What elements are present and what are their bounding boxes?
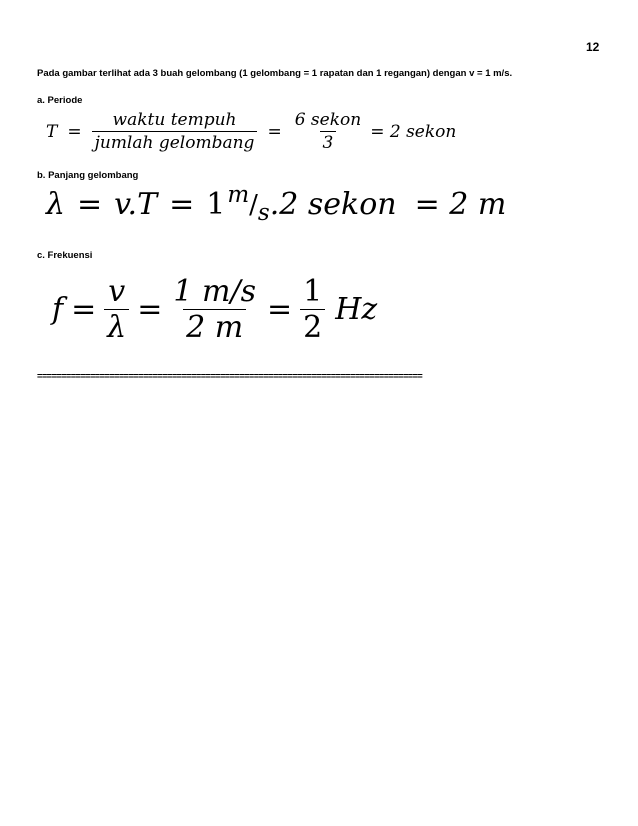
separator-line: ================================================================================ [37,371,423,381]
periode-lhs: T [46,121,58,142]
frekuensi-equals-1: = [71,292,97,327]
intro-text: Pada gambar terlihat ada 3 buah gelombang (1 gelombang = 1 rapatan dan 1 regangan) dengan v = 1 m/s. [37,68,513,79]
equation-frekuensi [52,274,378,345]
frekuensi-fraction-2 [170,274,259,345]
panjang-unit-denominator: s [257,199,270,226]
frekuensi-fraction-1 [104,274,129,345]
panjang-expr: v.T [114,187,158,222]
panjang-lhs: λ [46,187,66,222]
periode-equals-1: = [67,121,82,142]
panjang-one: 1 [206,187,226,222]
frekuensi-frac2-numerator: 1 m/s [173,274,256,309]
equation-periode [46,112,456,152]
panjang-result: = 2 m [414,187,507,222]
frekuensi-lhs: f [52,292,64,327]
page-number: 12 [586,40,600,54]
frekuensi-frac1-denominator: λ [104,309,129,343]
frekuensi-fraction-3 [300,274,325,345]
frekuensi-equals-3: = [266,292,293,327]
frekuensi-frac1-numerator: v [108,274,126,309]
panjang-mid: .2 sekon [269,187,397,222]
frekuensi-frac3-denominator: 2 [300,309,325,343]
frekuensi-equals-2: = [137,292,163,327]
periode-frac2-numerator: 6 sekon [294,110,362,130]
periode-result: = 2 sekon [370,121,457,142]
frekuensi-frac3-numerator: 1 [303,274,323,309]
periode-frac2-denominator: 3 [320,131,337,152]
periode-fraction-1 [92,112,258,152]
periode-equals-2: = [267,121,282,142]
heading-frekuensi: c. Frekuensi [37,250,93,261]
equation-panjang-gelombang [46,181,507,226]
heading-panjang-gelombang: b. Panjang gelombang [37,170,139,181]
panjang-equals-1: = [77,187,103,222]
frekuensi-frac2-denominator: 2 m [183,309,246,343]
panjang-unit-numerator: m [227,181,250,208]
panjang-equals-2: = [169,187,195,222]
periode-frac1-denominator: jumlah gelombang [92,131,258,152]
heading-periode: a. Periode [37,95,83,106]
periode-frac1-numerator: waktu tempuh [112,110,237,130]
frekuensi-unit: Hz [335,292,378,327]
periode-fraction-2 [292,112,365,152]
panjang-unit-slash: / [249,190,258,220]
